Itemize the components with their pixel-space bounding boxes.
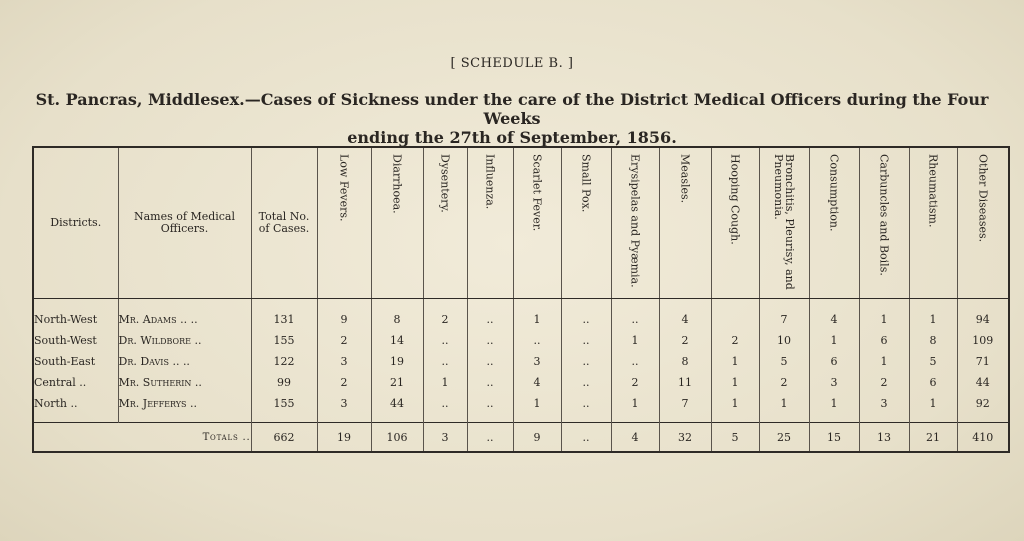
- cell-low-fevers: 2: [317, 330, 371, 351]
- col-header-diarrhoea-text: Diarrhoea.: [390, 154, 404, 214]
- cell-rheumatism: 1: [909, 299, 957, 331]
- cell-bronchitis: 7: [759, 299, 809, 331]
- cell-erysipelas: 2: [611, 372, 659, 393]
- cell-other: 94: [957, 299, 1009, 331]
- cell-district: Central ..: [33, 372, 118, 393]
- cell-officer: Dr. Davis .. ..: [118, 351, 251, 372]
- schedule-label: [ SCHEDULE B. ]: [450, 56, 574, 71]
- cell-bronchitis: 1: [759, 393, 809, 423]
- col-header-influenza: [467, 147, 513, 299]
- col-header-rheumatism: [909, 147, 957, 299]
- cell-erysipelas: ..: [611, 299, 659, 331]
- cell-district: North-West: [33, 299, 118, 331]
- cell-consumption: 3: [809, 372, 859, 393]
- cell-measles: 7: [659, 393, 711, 423]
- cell-carbuncles: 1: [859, 351, 909, 372]
- col-header-bronchitis: [759, 147, 809, 299]
- cell-other: 109: [957, 330, 1009, 351]
- cell-consumption: 4: [809, 299, 859, 331]
- cell-hooping-cough: 1: [711, 372, 759, 393]
- cell-rheumatism: 6: [909, 372, 957, 393]
- cell-influenza: ..: [467, 372, 513, 393]
- header-row: [33, 147, 1009, 299]
- col-header-influenza-text: Influenza.: [483, 154, 497, 210]
- cell-officer: Dr. Wildbore ..: [118, 330, 251, 351]
- cell-hooping-cough: [711, 299, 759, 331]
- col-header-hooping-cough-text: Hooping Cough.: [728, 154, 742, 245]
- cell-diarrhoea: 14: [371, 330, 423, 351]
- title-line-1: St. Pancras, Middlesex.—Cases of Sickness under the care of the District Medical Officers during the Four Weeks: [35, 90, 989, 128]
- total-measles: 32: [659, 423, 711, 453]
- col-header-carbuncles-text: Carbuncles and Boils.: [877, 154, 891, 276]
- total-carbuncles: 13: [859, 423, 909, 453]
- cell-low-fevers: 9: [317, 299, 371, 331]
- cell-carbuncles: 6: [859, 330, 909, 351]
- table-row: [33, 351, 1009, 372]
- cell-measles: 2: [659, 330, 711, 351]
- cell-measles: 8: [659, 351, 711, 372]
- total-erysipelas: 4: [611, 423, 659, 453]
- cell-dysentery: 1: [423, 372, 467, 393]
- col-header-low-fevers: [317, 147, 371, 299]
- cell-scarlet-fever: 1: [513, 393, 561, 423]
- sickness-table: [32, 146, 1010, 453]
- cell-diarrhoea: 21: [371, 372, 423, 393]
- col-header-dysentery: [423, 147, 467, 299]
- col-header-dysentery-text: Dysentery.: [438, 154, 452, 213]
- col-header-small-pox-text: Small Pox.: [579, 154, 593, 213]
- cell-bronchitis: 5: [759, 351, 809, 372]
- cell-influenza: ..: [467, 330, 513, 351]
- cell-dysentery: ..: [423, 393, 467, 423]
- col-header-diarrhoea: [371, 147, 423, 299]
- total-influenza: ..: [467, 423, 513, 453]
- cell-measles: 11: [659, 372, 711, 393]
- total-consumption: 15: [809, 423, 859, 453]
- total-rheumatism: 21: [909, 423, 957, 453]
- col-header-erysipelas-text: Erysipelas and Pyæmia.: [628, 154, 642, 288]
- cell-bronchitis: 10: [759, 330, 809, 351]
- totals-row: [33, 423, 1009, 453]
- cell-scarlet-fever: ..: [513, 330, 561, 351]
- cell-carbuncles: 3: [859, 393, 909, 423]
- total-bronchitis: 25: [759, 423, 809, 453]
- cell-scarlet-fever: 4: [513, 372, 561, 393]
- cell-district: South-West: [33, 330, 118, 351]
- col-header-carbuncles: [859, 147, 909, 299]
- cell-total: 155: [251, 330, 317, 351]
- col-header-total: Total No. of Cases.: [251, 147, 317, 299]
- col-header-low-fevers-text: Low Fevers.: [337, 154, 351, 222]
- cell-consumption: 1: [809, 393, 859, 423]
- col-header-measles: [659, 147, 711, 299]
- col-header-hooping-cough: [711, 147, 759, 299]
- cell-carbuncles: 1: [859, 299, 909, 331]
- cell-erysipelas: 1: [611, 330, 659, 351]
- cell-officer: Mr. Jefferys ..: [118, 393, 251, 423]
- cell-total: 122: [251, 351, 317, 372]
- cell-scarlet-fever: 1: [513, 299, 561, 331]
- col-header-measles-text: Measles.: [678, 154, 692, 204]
- total-diarrhoea: 106: [371, 423, 423, 453]
- cell-low-fevers: 3: [317, 393, 371, 423]
- cell-hooping-cough: 1: [711, 393, 759, 423]
- total-low-fevers: 19: [317, 423, 371, 453]
- cell-influenza: ..: [467, 299, 513, 331]
- cell-small-pox: ..: [561, 330, 611, 351]
- title-line-2: ending the 27th of September, 1856.: [347, 128, 677, 147]
- cell-scarlet-fever: 3: [513, 351, 561, 372]
- cell-other: 92: [957, 393, 1009, 423]
- total-cases: 662: [251, 423, 317, 453]
- cell-dysentery: ..: [423, 351, 467, 372]
- table-row: [33, 372, 1009, 393]
- cell-influenza: ..: [467, 393, 513, 423]
- total-scarlet-fever: 9: [513, 423, 561, 453]
- table-row: [33, 330, 1009, 351]
- cell-officer: Mr. Sutherin ..: [118, 372, 251, 393]
- cell-small-pox: ..: [561, 351, 611, 372]
- col-header-bronchitis-text: Bronchitis, Pleurisy, and Pneumonia.: [772, 154, 796, 290]
- cell-low-fevers: 2: [317, 372, 371, 393]
- col-header-erysipelas: [611, 147, 659, 299]
- col-header-district: Districts.: [33, 147, 118, 299]
- cell-hooping-cough: 2: [711, 330, 759, 351]
- cell-influenza: ..: [467, 351, 513, 372]
- col-header-other: [957, 147, 1009, 299]
- cell-carbuncles: 2: [859, 372, 909, 393]
- cell-consumption: 1: [809, 330, 859, 351]
- table-row: [33, 299, 1009, 331]
- cell-small-pox: ..: [561, 393, 611, 423]
- cell-erysipelas: 1: [611, 393, 659, 423]
- total-small-pox: ..: [561, 423, 611, 453]
- cell-diarrhoea: 44: [371, 393, 423, 423]
- col-header-small-pox: [561, 147, 611, 299]
- col-header-rheumatism-text: Rheumatism.: [926, 154, 940, 228]
- cell-district: North ..: [33, 393, 118, 423]
- col-header-scarlet-fever: [513, 147, 561, 299]
- col-header-other-text: Other Diseases.: [976, 154, 990, 243]
- cell-rheumatism: 8: [909, 330, 957, 351]
- col-header-scarlet-fever-text: Scarlet Fever.: [530, 154, 544, 232]
- cell-diarrhoea: 8: [371, 299, 423, 331]
- table-row: [33, 393, 1009, 423]
- cell-small-pox: ..: [561, 299, 611, 331]
- cell-total: 99: [251, 372, 317, 393]
- cell-total: 131: [251, 299, 317, 331]
- total-hooping-cough: 5: [711, 423, 759, 453]
- cell-erysipelas: ..: [611, 351, 659, 372]
- cell-diarrhoea: 19: [371, 351, 423, 372]
- totals-label: Totals ..: [33, 423, 251, 453]
- cell-dysentery: ..: [423, 330, 467, 351]
- total-other: 410: [957, 423, 1009, 453]
- col-header-consumption-text: Consumption.: [827, 154, 841, 232]
- col-header-officer: Names of Medical Officers.: [118, 147, 251, 299]
- cell-officer: Mr. Adams .. ..: [118, 299, 251, 331]
- cell-district: South-East: [33, 351, 118, 372]
- cell-other: 71: [957, 351, 1009, 372]
- total-dysentery: 3: [423, 423, 467, 453]
- cell-other: 44: [957, 372, 1009, 393]
- cell-rheumatism: 5: [909, 351, 957, 372]
- cell-total: 155: [251, 393, 317, 423]
- page-title: [20, 90, 1004, 147]
- cell-rheumatism: 1: [909, 393, 957, 423]
- cell-consumption: 6: [809, 351, 859, 372]
- cell-measles: 4: [659, 299, 711, 331]
- cell-dysentery: 2: [423, 299, 467, 331]
- col-header-consumption: [809, 147, 859, 299]
- cell-bronchitis: 2: [759, 372, 809, 393]
- cell-low-fevers: 3: [317, 351, 371, 372]
- cell-small-pox: ..: [561, 372, 611, 393]
- cell-hooping-cough: 1: [711, 351, 759, 372]
